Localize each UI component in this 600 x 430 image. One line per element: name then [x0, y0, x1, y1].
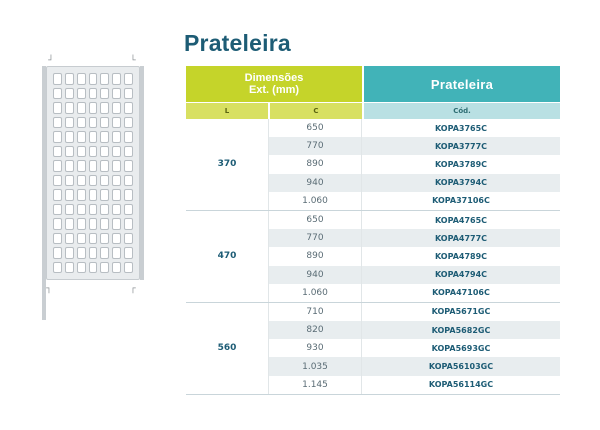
perforation-hole — [77, 131, 86, 143]
perforation-hole — [89, 204, 98, 216]
perforation-hole — [65, 247, 74, 259]
perforation-hole — [53, 73, 62, 85]
perforation-hole — [124, 73, 133, 85]
table-row — [268, 247, 560, 265]
table-row — [268, 284, 560, 302]
table-row — [268, 137, 560, 155]
width-l-cell: 560 — [217, 343, 237, 354]
bracket-icon: └ — [130, 56, 136, 66]
product-code-cell: KOPA5682GC — [362, 321, 560, 339]
perforation-hole — [77, 117, 86, 129]
perforation-hole — [53, 117, 62, 129]
perforation-hole — [77, 233, 86, 245]
perforation-hole — [100, 189, 109, 201]
bracket-icon: ┘ — [48, 56, 54, 66]
perforation-hole — [124, 88, 133, 100]
perforation-hole — [112, 88, 121, 100]
perforation-hole — [65, 88, 74, 100]
perforation-hole — [100, 73, 109, 85]
perforation-hole — [53, 175, 62, 187]
bracket-icon: ┐ — [46, 284, 52, 294]
length-c-cell: 890 — [268, 155, 362, 173]
perforation-hole — [65, 204, 74, 216]
perforation-hole — [65, 146, 74, 158]
perforation-hole — [124, 189, 133, 201]
perforation-hole — [53, 247, 62, 259]
perforation-hole — [100, 146, 109, 158]
perforation-hole — [100, 233, 109, 245]
perforation-hole — [124, 175, 133, 187]
perforated-shelf-icon — [46, 66, 140, 280]
perforation-hole — [65, 175, 74, 187]
perforation-hole — [77, 262, 86, 274]
perforation-hole — [89, 189, 98, 201]
perforation-hole — [89, 233, 98, 245]
perforation-hole — [65, 73, 74, 85]
perforation-hole — [53, 233, 62, 245]
perforation-hole — [124, 160, 133, 172]
perforation-hole — [112, 262, 121, 274]
length-c-cell: 1.060 — [268, 192, 362, 210]
length-c-cell: 930 — [268, 339, 362, 357]
product-code-cell: KOPA3789C — [362, 155, 560, 173]
table-row — [268, 192, 560, 210]
perforation-hole — [89, 102, 98, 114]
table-group — [186, 211, 560, 303]
bracket-icon: ┌ — [130, 284, 136, 294]
product-code-cell: KOPA5693GC — [362, 339, 560, 357]
product-code-cell: KOPA5671GC — [362, 303, 560, 321]
perforation-hole — [89, 117, 98, 129]
dimensions-header-line2: Ext. (mm) — [248, 84, 300, 96]
perforation-hole — [100, 131, 109, 143]
page-title: Prateleira — [184, 30, 291, 56]
perforation-hole — [53, 88, 62, 100]
product-code-cell: KOPA3777C — [362, 137, 560, 155]
length-c-cell: 1.060 — [268, 284, 362, 302]
perforation-hole — [65, 233, 74, 245]
length-c-cell: 1.035 — [268, 357, 362, 375]
perforation-hole — [100, 160, 109, 172]
perforation-hole — [89, 160, 98, 172]
shelf-illustration — [36, 48, 150, 298]
perforation-hole — [112, 204, 121, 216]
table-group — [186, 119, 560, 211]
perforation-hole — [124, 218, 133, 230]
perforation-hole — [65, 189, 74, 201]
product-code-cell: KOPA47106C — [362, 284, 560, 302]
perforation-hole — [77, 160, 86, 172]
length-c-cell: 770 — [268, 229, 362, 247]
product-code-cell: KOPA56114GC — [362, 376, 560, 394]
product-table — [186, 66, 560, 395]
perforation-hole — [53, 218, 62, 230]
product-header: Prateleira — [364, 66, 560, 102]
product-code-cell: KOPA3765C — [362, 119, 560, 137]
perforation-hole — [89, 218, 98, 230]
perforation-hole — [112, 189, 121, 201]
shelf-lip — [140, 66, 144, 280]
perforation-hole — [124, 131, 133, 143]
perforation-hole — [89, 88, 98, 100]
length-c-cell: 650 — [268, 211, 362, 229]
dimensions-header-line1: Dimensões — [244, 72, 304, 84]
table-row — [268, 339, 560, 357]
perforation-hole — [65, 102, 74, 114]
perforation-hole — [100, 88, 109, 100]
perforation-hole — [53, 146, 62, 158]
col-l-header: L — [186, 103, 268, 119]
perforation-hole — [65, 218, 74, 230]
product-code-cell: KOPA3794C — [362, 174, 560, 192]
perforation-hole — [112, 102, 121, 114]
product-code-cell: KOPA4765C — [362, 211, 560, 229]
dimensions-header — [186, 66, 362, 102]
product-code-cell: KOPA4794C — [362, 266, 560, 284]
table-row — [268, 155, 560, 173]
product-code-cell: KOPA4777C — [362, 229, 560, 247]
perforation-hole — [65, 131, 74, 143]
width-l-cell: 370 — [217, 159, 237, 170]
perforation-hole — [77, 189, 86, 201]
perforation-hole — [124, 262, 133, 274]
perforation-hole — [53, 131, 62, 143]
perforation-hole — [100, 218, 109, 230]
length-c-cell: 940 — [268, 174, 362, 192]
table-row — [268, 266, 560, 284]
perforation-hole — [77, 102, 86, 114]
perforation-hole — [53, 262, 62, 274]
length-c-cell: 820 — [268, 321, 362, 339]
table-row — [268, 174, 560, 192]
perforation-hole — [77, 218, 86, 230]
perforation-hole — [89, 131, 98, 143]
perforation-hole — [53, 160, 62, 172]
perforation-hole — [112, 175, 121, 187]
length-c-cell: 940 — [268, 266, 362, 284]
perforation-hole — [65, 262, 74, 274]
perforation-hole — [100, 247, 109, 259]
length-c-cell: 890 — [268, 247, 362, 265]
table-row — [268, 119, 560, 137]
perforation-hole — [53, 204, 62, 216]
perforation-hole — [112, 131, 121, 143]
perforation-hole — [53, 189, 62, 201]
perforation-hole — [77, 73, 86, 85]
col-cod-header: Cód. — [364, 103, 560, 119]
perforation-hole — [112, 73, 121, 85]
perforation-hole — [77, 88, 86, 100]
table-row — [268, 321, 560, 339]
subheader-row — [186, 103, 560, 119]
perforation-hole — [89, 146, 98, 158]
perforation-hole — [124, 117, 133, 129]
perforation-hole — [100, 262, 109, 274]
perforation-hole — [89, 262, 98, 274]
perforation-hole — [89, 175, 98, 187]
perforation-hole — [112, 233, 121, 245]
table-group — [186, 303, 560, 395]
perforation-hole — [100, 175, 109, 187]
perforation-hole — [89, 247, 98, 259]
perforation-hole — [124, 247, 133, 259]
table-body — [186, 119, 560, 395]
perforation-hole — [112, 247, 121, 259]
perforation-hole — [100, 117, 109, 129]
table-row — [268, 229, 560, 247]
perforation-hole — [124, 102, 133, 114]
product-code-cell: KOPA37106C — [362, 192, 560, 210]
perforation-hole — [100, 204, 109, 216]
perforation-hole — [112, 218, 121, 230]
perforation-hole — [77, 204, 86, 216]
product-code-cell: KOPA4789C — [362, 247, 560, 265]
length-c-cell: 770 — [268, 137, 362, 155]
perforation-hole — [89, 73, 98, 85]
perforation-hole — [77, 247, 86, 259]
perforation-hole — [112, 160, 121, 172]
perforation-hole — [77, 175, 86, 187]
perforation-hole — [124, 146, 133, 158]
length-c-cell: 1.145 — [268, 376, 362, 394]
perforation-hole — [65, 160, 74, 172]
perforation-hole — [53, 102, 62, 114]
perforation-hole — [112, 146, 121, 158]
product-code-cell: KOPA56103GC — [362, 357, 560, 375]
perforation-hole — [65, 117, 74, 129]
perforation-hole — [124, 233, 133, 245]
table-row — [268, 211, 560, 229]
perforation-hole — [100, 102, 109, 114]
table-row — [268, 376, 560, 394]
col-c-header: C — [270, 103, 362, 119]
perforation-hole — [124, 204, 133, 216]
perforation-hole — [77, 146, 86, 158]
table-row — [268, 303, 560, 321]
length-c-cell: 650 — [268, 119, 362, 137]
table-row — [268, 357, 560, 375]
table-header — [186, 66, 560, 102]
width-l-cell: 470 — [217, 251, 237, 262]
perforation-hole — [112, 117, 121, 129]
length-c-cell: 710 — [268, 303, 362, 321]
